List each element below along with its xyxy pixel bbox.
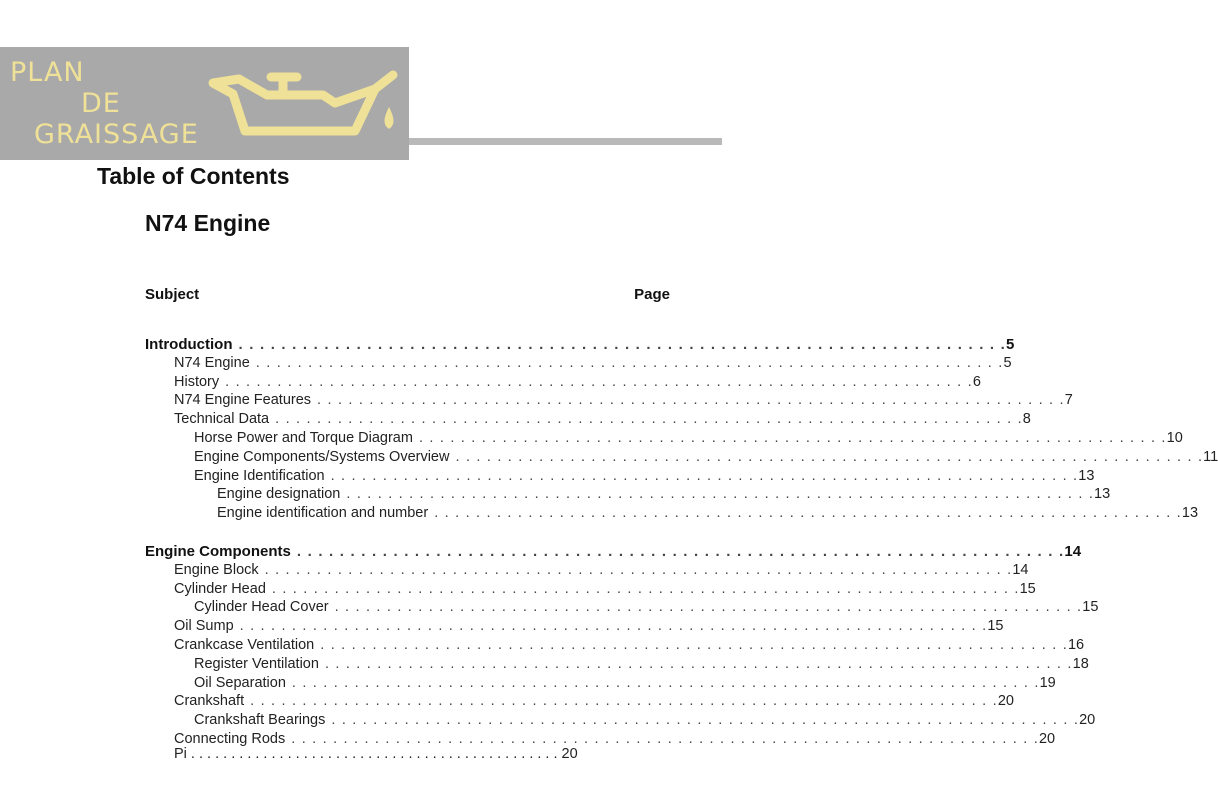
oil-can-icon (205, 59, 405, 141)
toc-entry[interactable] (145, 599, 1099, 618)
toc-entry[interactable] (145, 505, 1199, 524)
toc-entry[interactable] (145, 336, 1015, 355)
toc-entry-page: 18 (1072, 655, 1089, 672)
toc-entry-title: Crankshaft Bearings (194, 712, 326, 729)
engine-title: N74 Engine (145, 210, 271, 236)
toc-entry[interactable] (145, 392, 1073, 411)
truncated-entry: Pi . . . . . . . . . . . . . . . . . . . . . . . . . . . . . . . . . . . . . . . . . . . . . . 20 (174, 746, 578, 762)
toc-entry-page: 13 (1094, 486, 1111, 503)
dot-leader: . . . . . . . . . . . . . . . . . . . . . . . . . . . . . . . . . . . . . . . . . . . . . . . . . . . . . . . . . . . . . . . . . . . . . . . . (334, 599, 1083, 616)
dot-leader: . . . . . . . . . . . . . . . . . . . . . . . . . . . . . . . . . . . . . . . . . . . . . . . . . . . . . . . . . . . . . . . . . . . . . . . . (264, 561, 1013, 578)
subject-column-label: Subject (145, 286, 200, 303)
toc-entry[interactable] (145, 448, 1218, 468)
toc-entry-title: Engine Block (174, 561, 259, 578)
logo-line-3: GRAISSAGE (34, 119, 199, 150)
dot-leader: . . . . . . . . . . . . . . . . . . . . . . . . . . . . . . . . . . . . . . . . . . . . . . . . . . . . . . . . . . . . . . . . . . . . . . . . (238, 336, 1007, 353)
toc-entry-title: Technical Data (174, 411, 270, 428)
toc-entry[interactable] (145, 486, 1111, 505)
toc-entry[interactable] (145, 411, 1031, 430)
toc-section-engine-components (145, 543, 1099, 750)
toc-entry-title: Engine designation (217, 486, 341, 503)
dot-leader: . . . . . . . . . . . . . . . . . . . . . . . . . . . . . . . . . . . . . . . . . . . . . . . . . . . . . . . . . . . . . . . . . . . . . . . . (291, 730, 1039, 747)
dot-leader: . . . . . . . . . . . . . . . . . . . . . . . . . . . . . . . . . . . . . . . . . . . . . . . . . . . . . . . . . . . . . . . . . . . . . . . . (434, 505, 1182, 522)
toc-entry[interactable] (145, 373, 981, 393)
toc-entry-page: 5 (1003, 354, 1012, 371)
toc-entry-title: Register Ventilation (194, 655, 319, 672)
toc-entry-page: 10 (1166, 429, 1183, 446)
toc-entry-page: 13 (1078, 467, 1095, 484)
toc-entry-title: N74 Engine Features (174, 392, 312, 409)
toc-entry-title: N74 Engine (174, 354, 250, 371)
toc-entry[interactable] (145, 354, 1012, 374)
toc-entry-title: Engine Components/Systems Overview (194, 448, 450, 465)
toc-entry-page: 7 (1064, 392, 1073, 409)
dot-leader: . . . . . . . . . . . . . . . . . . . . . . . . . . . . . . . . . . . . . . . . . . . . . . . . . . . . . . . . . . . . . . . . . . . . . . . . (239, 618, 988, 635)
toc-entry-title: Engine Identification (194, 467, 325, 484)
toc-entry-page: 13 (1181, 505, 1199, 522)
toc-entry[interactable] (145, 618, 1004, 637)
page-title: Table of Contents (97, 163, 290, 189)
dot-leader: . . . . . . . . . . . . . . . . . . . . . . . . . . . . . . . . . . . . . . . . . . . . . . . . . . . . . . . . . . . . . . . . . . . . . . . . (317, 392, 1065, 409)
toc-entry[interactable] (145, 561, 1029, 581)
toc-entry-title: Connecting Rods (174, 730, 286, 747)
toc-entry[interactable] (145, 467, 1095, 487)
dot-leader: . . . . . . . . . . . . . . . . . . . . . . . . . . . . . . . . . . . . . . . . . . . . . . . . . . . . . . . . . . . . . . . . . . . . . . . . (271, 580, 1020, 597)
dot-leader: . . . . . . . . . . . . . . . . . . . . . . . . . . . . . . . . . . . . . . . . . . . . . . . . . . . . . . . . . . . . . . . . . . . . . . . . (346, 486, 1095, 503)
dot-leader: . . . . . . . . . . . . . . . . . . . . . . . . . . . . . . . . . . . . . . . . . . . . . . . . . . . . . . . . . . . . . . . . . . . . . . . . (418, 429, 1167, 446)
dot-leader: . . . . . . . . . . . . . . . . . . . . . . . . . . . . . . . . . . . . . . . . . . . . . . . . . . . . . . . . . . . . . . . . . . . . . . . . (250, 693, 998, 710)
toc-entry-title: Oil Separation (194, 674, 286, 691)
header-rule (409, 138, 722, 145)
dot-leader: . . . . . . . . . . . . . . . . . . . . . . . . . . . . . . . . . . . . . . . . . . . . . . . . . . . . . . . . . . . . . . . . . . . . . . . . (455, 448, 1204, 465)
toc-entry-page: 15 (1019, 580, 1036, 597)
toc-entry[interactable] (145, 712, 1096, 731)
dot-leader: . . . . . . . . . . . . . . . . . . . . . . . . . . . . . . . . . . . . . . . . . . . . . . . . . . . . . . . . . . . . . . . . . . . . . . . . (320, 636, 1068, 653)
toc-entry-title: Engine Components (145, 543, 291, 560)
toc-entry-page: 16 (1067, 636, 1085, 653)
toc-entry[interactable] (145, 580, 1036, 600)
toc-entry[interactable] (145, 693, 1014, 712)
toc-entry-title: Engine identification and number (217, 505, 429, 522)
toc-entry-page: 20 (1038, 730, 1056, 747)
dot-leader: . . . . . . . . . . . . . . . . . . . . . . . . . . . . . . . . . . . . . . . . . . . . . . . . . . . . . . . . . . . . . . . . . . . . . . . . (291, 674, 1040, 691)
dot-leader: . . . . . . . . . . . . . . . . . . . . . . . . . . . . . . . . . . . . . . . . . . . . . . . . . . . . . . . . . . . . . . . . . . . . . . . . (296, 543, 1065, 560)
dot-leader: . . . . . . . . . . . . . . . . . . . . . . . . . . . . . . . . . . . . . . . . . . . . . . . . . . . . . . . . . . . . . . . . . . . . . . . . (330, 467, 1079, 484)
toc-entry-page: 15 (987, 618, 1004, 635)
toc-entry-title: Cylinder Head (174, 580, 266, 597)
toc-entry-page: 11 (1203, 448, 1218, 465)
dot-leader: . . . . . . . . . . . . . . . . . . . . . . . . . . . . . . . . . . . . . . . . . . . . . . . . . . . . . . . . . . . . . . . . . . . . . . . . (324, 655, 1073, 672)
toc-entry-title: Cylinder Head Cover (194, 599, 329, 616)
toc-entry-title: Crankcase Ventilation (174, 636, 315, 653)
toc-entry-title: Introduction (145, 336, 233, 353)
toc-entry-page: 6 (972, 373, 981, 390)
toc-entry-title: Horse Power and Torque Diagram (194, 429, 413, 446)
toc-entry-page: 15 (1082, 599, 1099, 616)
toc-entry[interactable] (145, 655, 1089, 675)
logo-text (10, 57, 199, 150)
logo-line-2: DE (81, 88, 121, 119)
toc-entry-page: 5 (1006, 336, 1015, 353)
toc-entry[interactable] (145, 636, 1085, 656)
column-header (145, 286, 670, 303)
dot-leader: . . . . . . . . . . . . . . . . . . . . . . . . . . . . . . . . . . . . . . . . . . . . . . . . . . . . . . . . . . . . . . . . . . . . . . . . (275, 411, 1023, 428)
dot-leader: . . . . . . . . . . . . . . . . . . . . . . . . . . . . . . . . . . . . . . . . . . . . . . . . . . . . . . . . . . . . . . . . . . . . . . . . (255, 354, 1004, 371)
toc-entry[interactable] (145, 674, 1056, 694)
logo-banner (0, 47, 409, 160)
toc-entry-page: 20 (997, 693, 1014, 710)
dot-leader: . . . . . . . . . . . . . . . . . . . . . . . . . . . . . . . . . . . . . . . . . . . . . . . . . . . . . . . . . . . . . . . . . . . . . . . . (331, 712, 1080, 729)
toc-entry-title: Oil Sump (174, 618, 234, 635)
page-column-label: Page (634, 286, 670, 303)
logo-line-1: PLAN (10, 57, 85, 88)
dot-leader: . . . . . . . . . . . . . . . . . . . . . . . . . . . . . . . . . . . . . . . . . . . . . . . . . . . . . . . . . . . . . . . . . . . . . . . . (225, 373, 973, 390)
toc-entry-title: History (174, 373, 220, 390)
toc-entry-page: 14 (1012, 561, 1029, 578)
toc-entry-page: 14 (1064, 543, 1082, 560)
toc-entry[interactable] (145, 543, 1082, 562)
toc-entry-page: 20 (1079, 712, 1096, 729)
toc-entry-title: Crankshaft (174, 693, 245, 710)
toc-entry-page: 19 (1039, 674, 1056, 691)
toc-entry[interactable] (145, 429, 1183, 449)
toc-entry-page: 8 (1022, 411, 1031, 428)
toc-section-introduction (145, 336, 1218, 524)
